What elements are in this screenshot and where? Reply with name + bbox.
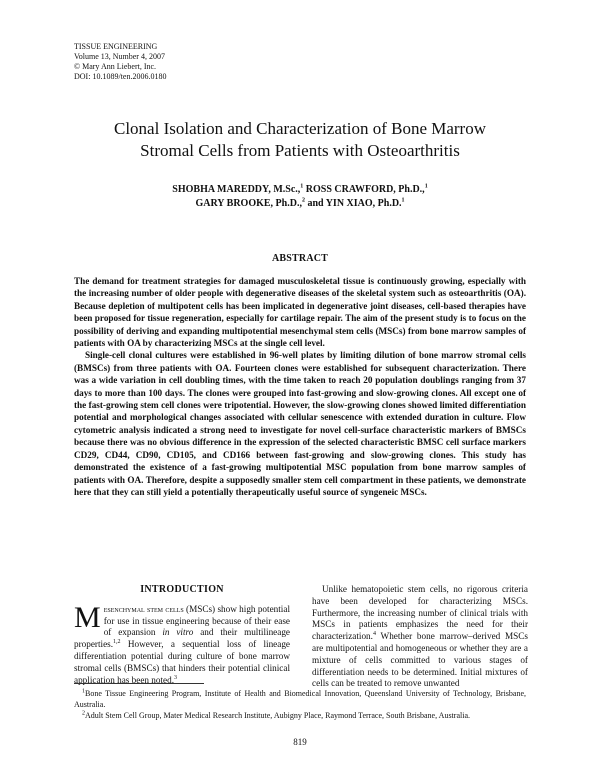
footnote-divider xyxy=(74,683,204,684)
affiliation-mark: 1 xyxy=(401,197,405,204)
journal-header xyxy=(74,42,166,82)
journal-copyright: © Mary Ann Liebert, Inc. xyxy=(74,62,157,71)
intro-smallcaps: esenchymal stem cells xyxy=(103,603,184,614)
page-number: 819 xyxy=(293,737,307,747)
intro-text: Whether bone marrow–derived MSCs are multipotential and homogeneous or whether they are a mixture of cells committed to various stages of differentiation needs to be determined. Initial mixtures of cells can be treated to remove unwanted xyxy=(312,631,528,689)
article-title xyxy=(60,118,540,162)
footnote-mark: 1 xyxy=(82,688,85,695)
title-line-2: Stromal Cells from Patients with Osteoarthritis xyxy=(140,141,460,160)
intro-italic: in vitro xyxy=(162,627,194,638)
affiliation-mark: 1 xyxy=(300,183,304,190)
intro-text: and their multilineage properties. xyxy=(74,627,290,650)
intro-paragraph xyxy=(312,584,528,690)
abstract-paragraph: Single-cell clonal cultures were established in 96-well plates by limiting dilution of bone marrow stromal cells (BMSCs) from three patients with OA. Fourteen clones were established for subsequent characterization. There was a wide variation in cell doubling times, with the time taken to reach 20 population doublings ranging from 37 days to more than 100 days. The clones were grouped into fast-growing and slow-growing clones. All except one of the fast-growing stem cell clones were tripotential. However, the slow-growing clones showed limited differentiation potential and morphological changes associated with cellular senescence with extended duration in culture. Flow cytometric analysis indicated a strong need to investigate for novel cell-surface characteristic markers of BMSCs because there was no obvious difference in the expression of the selected characteristic BMSC cell surface markers CD29, CD44, CD90, CD105, and CD166 between fast-growing and slow-growing clones. This study has demonstrated the existence of a fast-growing multipotential MSC population from bone marrow samples of patients with OA. Therefore, despite a supposedly smaller stem cell compartment in these patients, we demonstrate here that they can still yield a potentially therapeutically useful source of syngeneic MSCs. xyxy=(74,350,526,497)
footnotes xyxy=(74,688,526,721)
intro-text: (MSCs) show high potential for use in tissue engineering because of their ease of expansion xyxy=(103,603,290,638)
author-name: SHOBHA MAREDDY, M.Sc., xyxy=(172,184,301,195)
author-list xyxy=(60,183,540,211)
citation-mark: 3 xyxy=(174,674,178,681)
citation-mark: 1,2 xyxy=(113,639,121,646)
title-line-1: Clonal Isolation and Characterization of Bone Marrow xyxy=(114,119,486,138)
intro-text: However, a sequential loss of lineage differentiation potential during culture of bone marrow stromal cells (BMSCs) that hinders their potential clinical application has been noted. xyxy=(74,639,290,685)
abstract-paragraph: The demand for treatment strategies for damaged musculoskeletal tissue is continuously growing, especially with the increasing number of older people with degenerative diseases of the skeletal system such as osteoarthritis (OA). Because depletion of multipotent cells has been implicated in degenerative joint diseases, cell-based therapies have been proposed for tissue regeneration, especially for cartilage repair. The aim of the present study is to focus on the possibility of deriving and expanding multipotential mesenchymal stem cells (MSCs) from bone marrow samples of patients with OA by characterizing MSCs at the single cell level. xyxy=(74,276,526,349)
author-name: and YIN XIAO, Ph.D. xyxy=(304,198,402,209)
author-line-1 xyxy=(60,183,540,197)
author-line-2 xyxy=(60,197,540,211)
intro-heading: INTRODUCTION xyxy=(140,584,224,595)
abstract-body xyxy=(74,275,526,498)
journal-name: TISSUE ENGINEERING xyxy=(74,42,158,51)
intro-text: Unlike hematopoietic stem cells, no rigorous criteria have been developed for characterizing MSCs. Furthermore, the increasing number of clinical trials with MSCs in patients emphasizes the need for their characterization. xyxy=(312,584,528,642)
author-name: GARY BROOKE, Ph.D., xyxy=(195,198,302,209)
citation-mark: 4 xyxy=(372,631,376,638)
footnote-text: Bone Tissue Engineering Program, Institute of Health and Biomedical Innovation, Queensland University of Technology, Brisbane, Australia. xyxy=(74,689,526,709)
author-name: ROSS CRAWFORD, Ph.D., xyxy=(303,184,425,195)
intro-paragraph xyxy=(74,600,290,687)
footnote-mark: 2 xyxy=(82,710,85,717)
footnote-2 xyxy=(74,710,526,721)
drop-cap: M xyxy=(74,600,101,634)
intro-left-column xyxy=(74,584,290,686)
intro-right-column xyxy=(312,584,528,690)
footnote-1 xyxy=(74,688,526,710)
footnote-text: Adult Stem Cell Group, Mater Medical Research Institute, Aubigny Place, Raymond Terrace, South Brisbane, Australia. xyxy=(85,711,470,720)
affiliation-mark: 2 xyxy=(301,197,305,204)
journal-volume: Volume 13, Number 4, 2007 xyxy=(74,52,165,61)
abstract-heading: ABSTRACT xyxy=(271,253,329,264)
journal-doi: DOI: 10.1089/ten.2006.0180 xyxy=(74,72,167,81)
affiliation-mark: 1 xyxy=(424,183,428,190)
